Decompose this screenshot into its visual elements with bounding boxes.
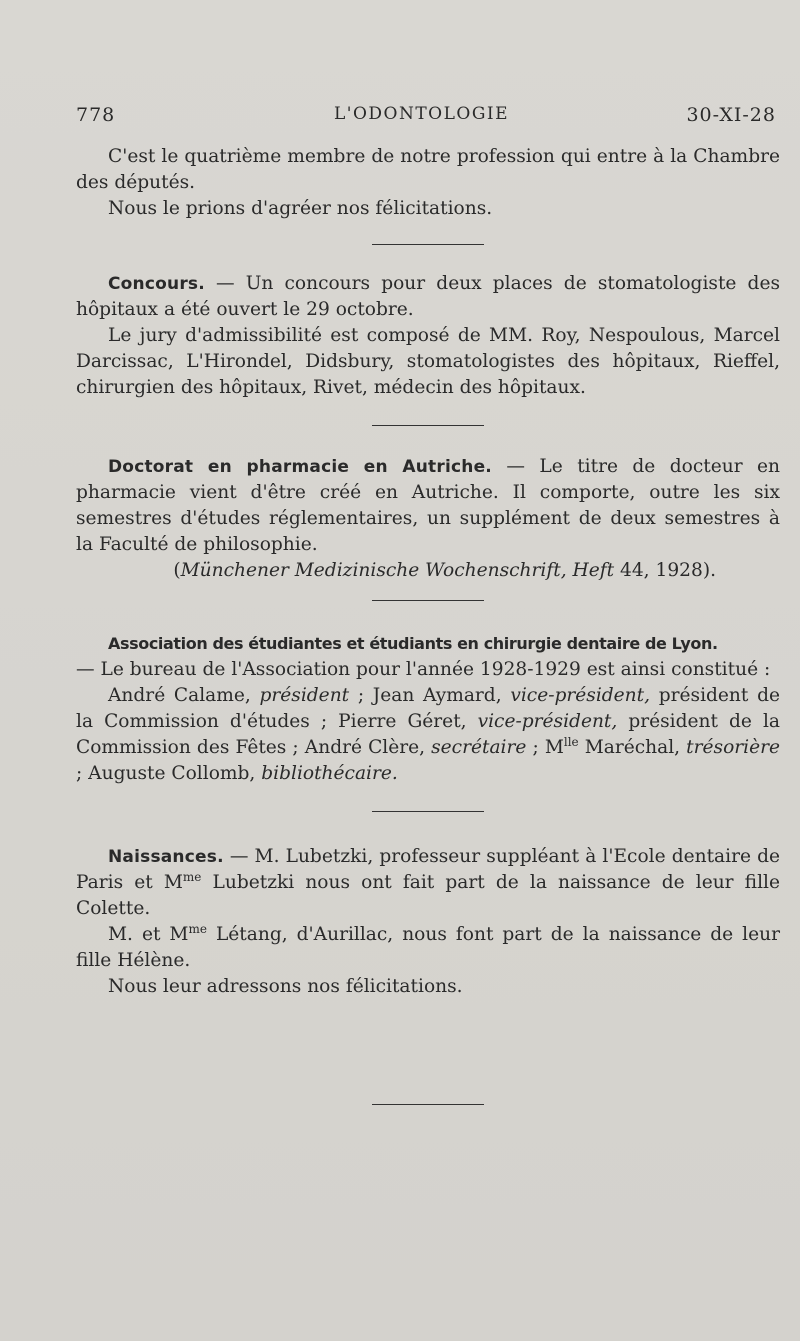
doctorat-heading: Doctorat en pharmacie en Autriche. (108, 457, 492, 477)
page-number: 778 (76, 104, 116, 126)
section-divider (372, 600, 484, 601)
section-divider (372, 425, 484, 426)
doctorat-paragraph (76, 454, 780, 558)
naissances-letang: M. et $M^{me}$ Létang, d'Aurillac, nous font part de la naissance de leur fille Hélène. (76, 921, 780, 971)
intro-congrats: Nous le prions d'agréer nos félicitations. (108, 198, 493, 219)
intro-paragraph: C'est le quatrième membre de notre profession qui entre à la Chambre des députés. (76, 146, 780, 193)
doctorat-source: (Münchener Medizinische Wochenschrift, Heft 44, 1928). (173, 560, 716, 581)
running-head (76, 104, 776, 134)
section-divider (372, 244, 484, 245)
journal-title: L'ODONTOLOGIE (334, 104, 510, 124)
concours-heading: Concours. (108, 274, 205, 294)
association-members: André Calame, président ; Jean Aymard, vice-président, président de la Commission d'études ; Pierre Géret, vice-président, président de la Commission des Fêtes ; André Clère, secrétaire ; $M^{lle}$ Maréchal, trésorière ; Auguste Collomb, bibliothécaire. (76, 685, 781, 784)
concours-paragraph (76, 271, 780, 323)
end-divider (372, 1104, 484, 1105)
naissances-congrats: Nous leur adressons nos félicitations. (108, 976, 463, 997)
naissances-paragraph: Naissances. — M. Lubetzki, professeur suppléant à l'Ecole dentaire de Paris et $M^{me}$ Lubetzki nous ont fait part de la naissance de leur fille Colette. (76, 846, 780, 919)
association-intro: — Le bureau de l'Association pour l'année 1928-1929 est ainsi constitué : (76, 659, 771, 680)
section-divider (372, 811, 484, 812)
article-body (76, 144, 780, 1105)
concours-text: — Un concours pour deux places de stomatologiste des hôpitaux a été ouvert le 29 octobre. (76, 273, 780, 320)
naissances-heading: Naissances. (108, 847, 224, 867)
doctorat-text: — Le titre de docteur en pharmacie vient d'être créé en Autriche. Il comporte, outre les six semestres d'études réglementaires, un supplément de deux semestres à la Faculté de philosophie. (76, 456, 780, 555)
association-heading-line (76, 631, 780, 657)
source-journal: Münchener Medizinische Wochenschrift, Heft (180, 560, 615, 581)
issue-date: 30-XI-28 (686, 104, 776, 126)
concours-jury: Le jury d'admissibilité est composé de MM. Roy, Nespoulous, Marcel Darcissac, L'Hirondel, Didsbury, stomatologistes des hôpitaux, Rieffel, chirurgien des hôpitaux, Rivet, médecin des hôpitaux. (76, 325, 780, 398)
association-heading: Association des étudiantes et étudiants en chirurgie dentaire de Lyon. (108, 634, 718, 653)
